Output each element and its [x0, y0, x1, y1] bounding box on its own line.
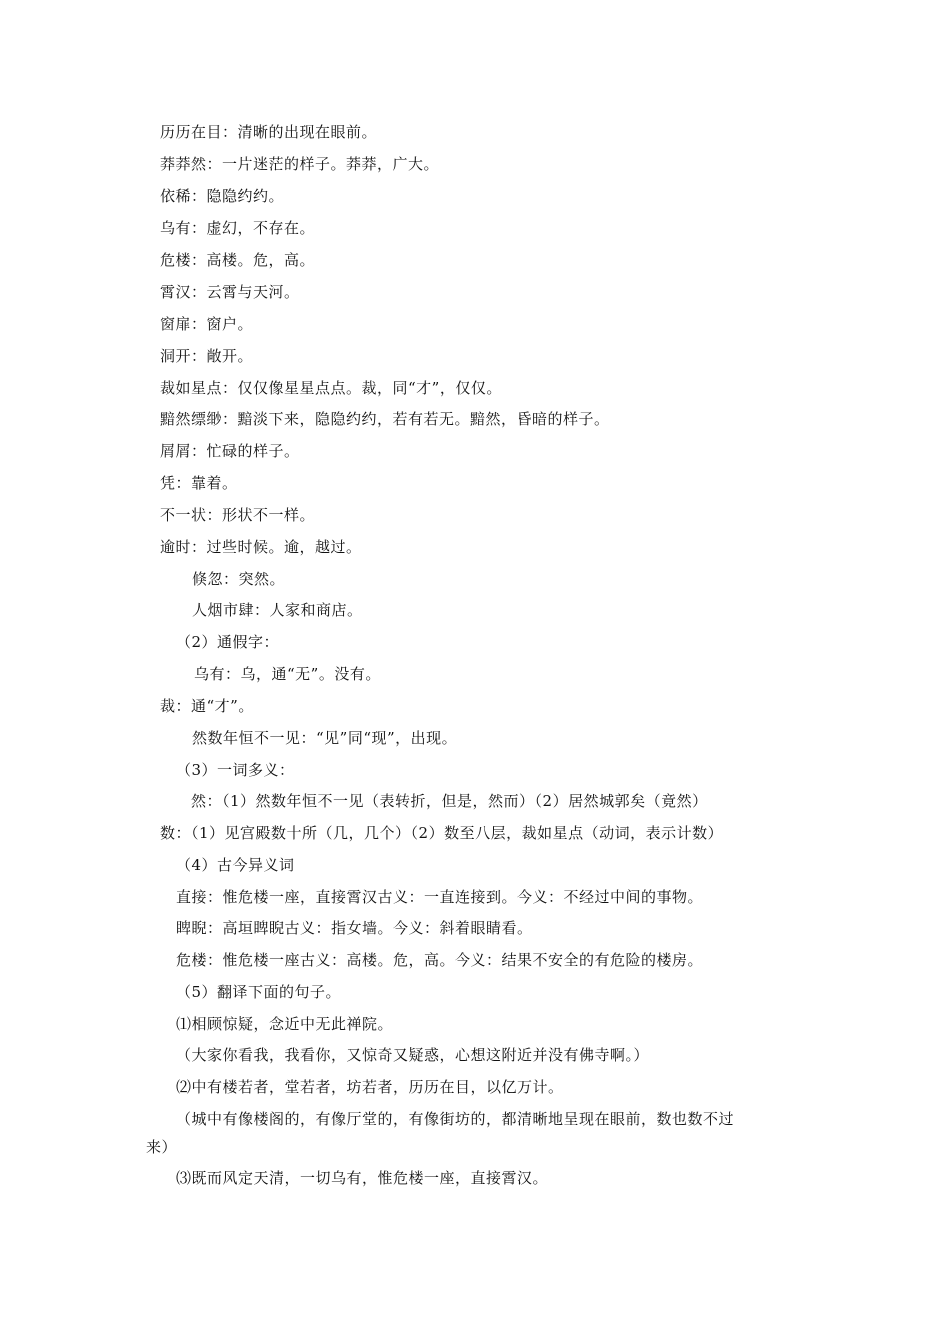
text-line: 洞开：敞开。: [160, 347, 254, 365]
text-line: 窗扉：窗户。: [160, 315, 254, 333]
text-line: 人烟市肆：人家和商店。: [192, 601, 363, 619]
text-line: 屑屑：忙碌的样子。: [160, 442, 300, 460]
text-line: 裁如星点：仅仅像星星点点。裁，同“才”，仅仅。: [160, 379, 502, 397]
text-line: 数：（1）见宫殿数十所（几，几个）（2）数至八层，裁如星点（动词，表示计数）: [160, 824, 724, 842]
text-line: 睥睨：高垣睥睨古义：指女墙。今义：斜着眼睛看。: [176, 919, 533, 937]
text-line: 霄汉：云霄与天河。: [160, 283, 300, 301]
text-line: 依稀：隐隐约约。: [160, 187, 285, 205]
text-line: 乌有：乌，通“无”。没有。: [194, 665, 381, 683]
text-line: （城中有像楼阁的，有像厅堂的，有像街坊的，都清晰地呈现在眼前，数也数不过: [176, 1110, 735, 1128]
text-line: 来）: [146, 1138, 178, 1156]
section-heading: （4）古今异义词: [176, 856, 295, 874]
text-line: 乌有：虚幻，不存在。: [160, 219, 316, 237]
text-line: 直接：惟危楼一座，直接霄汉古义：一直连接到。今义：不经过中间的事物。: [176, 888, 704, 906]
text-line: ⑶既而风定天清，一切乌有，惟危楼一座，直接霄汉。: [176, 1169, 549, 1187]
text-line: 黯然缥缈：黯淡下来，隐隐约约，若有若无。黯然，昏暗的样子。: [160, 410, 610, 428]
section-heading: （5）翻译下面的句子。: [176, 983, 342, 1001]
text-line: 裁：通“才”。: [160, 697, 254, 715]
text-line: 倏忽：突然。: [192, 570, 286, 588]
text-line: 危楼：惟危楼一座古义：高楼。危，高。今义：结果不安全的有危险的楼房。: [176, 951, 704, 969]
text-line: ⑴相顾惊疑，念近中无此禅院。: [176, 1015, 394, 1033]
text-line: ⑵中有楼若者，堂若者，坊若者，历历在目，以亿万计。: [176, 1078, 564, 1096]
section-heading: （3）一词多义：: [176, 761, 295, 779]
text-line: 凭：靠着。: [160, 474, 238, 492]
text-line: （大家你看我，我看你，又惊奇又疑惑，心想这附近并没有佛寺啊。）: [176, 1046, 650, 1064]
text-line: 莽莽然：一片迷茫的样子。莽莽，广大。: [160, 155, 440, 173]
text-line: 逾时：过些时候。逾，越过。: [160, 538, 362, 556]
text-line: 危楼：高楼。危，高。: [160, 251, 316, 269]
text-line: 历历在目：清晰的出现在眼前。: [160, 123, 378, 141]
text-line: 不一状：形状不一样。: [160, 506, 316, 524]
text-line: 然：（1）然数年恒不一见（表转折，但是，然而）（2）居然城郭矣（竟然）: [191, 792, 708, 810]
section-heading: （2）通假字：: [176, 633, 280, 651]
text-line: 然数年恒不一见：“见”同“现”，出现。: [192, 729, 458, 747]
